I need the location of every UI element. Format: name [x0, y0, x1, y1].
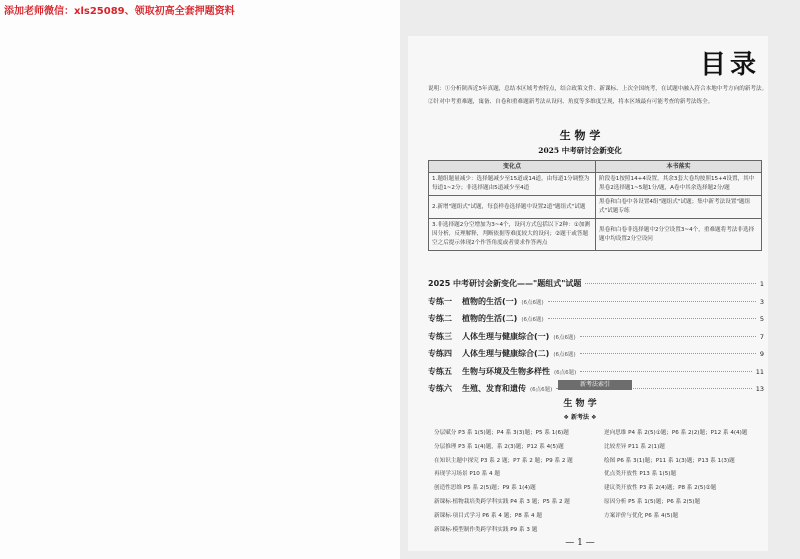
- watermark-text: 添加老师微信：xls25089、领取初高全套押题资料: [4, 6, 235, 17]
- toc-entry-title: 人体生理与健康综合(一): [462, 331, 550, 341]
- index-item: 绘图 P6 系 3(1)题；P11 系 1(3)题；P13 系 1(3)题: [604, 457, 735, 464]
- change-table: [428, 160, 762, 251]
- table-cell: 1.题组题量减少：选择题减少至15道或14道，由每道1分调整为每道1~2分；非选择题由5道减少至4道: [429, 173, 596, 196]
- table-cell: 3.非选择题2分空增加为3~4个，设问方式包括以下2种：①加测因分析，反理解释，判断依据等难度较大的设问；②题干或答题空之后提示体现2个作答角度或者要求作答两点: [429, 219, 596, 251]
- index-item: 分层推理 P3 系 1(4)题，系 2(3)题；P12 系 4(5)题: [434, 443, 564, 450]
- toc-entry-title: 植物的生活(一): [462, 296, 518, 306]
- index-item: 逆向思维 P4 系 2(5)①题；P6 系 2(2)题；P12 系 4(4)题: [604, 430, 748, 436]
- new-method-heading: ❖ 新考法 ❖: [563, 414, 597, 421]
- table-row: [429, 219, 762, 251]
- intro-notes: [418, 84, 768, 110]
- toc-leader-dots: [580, 371, 751, 372]
- index-item: 分层赋分 P3 系 1(5)题；P4 系 3(3)题；P5 系 1(6)题: [434, 430, 569, 436]
- toc-entry-number: 专练一: [428, 296, 452, 306]
- toc-entry-title: 2025 中考研讨会新变化——"题组式"试题: [428, 279, 582, 288]
- toc-entry-title: 人体生理与健康综合(二): [462, 349, 550, 358]
- index-item: 在知识主题中探究 P3 系 2 题；P7 系 2 题；P9 系 2 题: [434, 457, 573, 464]
- table-cell: 阶段卷1按照14+4设置，其余3套大卷均按照15+4设置，其中黑卷2选择题1~5题1分/题，A卷中其余选择题2分/题: [596, 173, 762, 196]
- toc-page-number: 3: [759, 297, 764, 306]
- toc-page-number: 13: [755, 385, 764, 393]
- index-item: 优点类开放性 P13 系 1(5)题: [604, 471, 677, 478]
- table-row: [429, 196, 762, 219]
- subtitle-heading: 2025 中考研讨会新变化: [538, 146, 622, 155]
- intro-note-1: 说明：①分析陕西近5年真题，总结本区域考查特点，结合政策文件、新课标、上次全国统考，在试题中融入符合本地中考方向的新考法。: [428, 86, 768, 92]
- index-item: 创造性思维 P5 系 2(5)题；P9 系 1(4)题: [434, 485, 536, 492]
- index-item: 新课标·项目式学习 P6 系 4 题；P8 系 4 题: [434, 512, 542, 519]
- index-item: 方案评价与优化 P6 系 4(5)题: [604, 512, 679, 519]
- toc-leader-dots: [580, 336, 756, 337]
- toc-entry-count: (6点6题): [553, 352, 576, 358]
- toc-page-number: 7: [759, 332, 764, 341]
- table-header-change: 变化点: [429, 161, 596, 173]
- toc-entry[interactable]: [428, 278, 764, 296]
- toc-entry-number: 专练二: [428, 314, 452, 323]
- page-number: — 1 —: [565, 538, 595, 548]
- page-title: 目录: [699, 50, 760, 80]
- index-item: 建议类开放性 P3 系 2(4)题；P8 系 2(5)②题: [604, 485, 717, 492]
- intro-note-2: ②针对中考重难题，寓备、自卷和重难题新考法从设问、角度等多维度呈现，将本区域最有可能考查的新考法练全。: [428, 99, 714, 105]
- toc-entry-number: 专练三: [428, 331, 452, 341]
- toc-entry-count: (6点6题): [554, 369, 577, 376]
- index-column-right: [604, 427, 769, 524]
- toc-entry-number: 专练四: [428, 349, 452, 358]
- toc-entry-number: 专练六: [428, 384, 452, 393]
- table-cell: 黑卷和白卷中各设置4组"题组式"试题；集中新考法设置"题组式"试题专练: [596, 196, 762, 219]
- toc-page-number: 11: [755, 367, 764, 376]
- table-cell: 2.新增"题组式"试题，每套样卷选择题中设置2道"题组式"试题: [429, 196, 596, 219]
- index-item: 再现学习场景 P10 系 4 题: [434, 471, 500, 478]
- table-header-row: [429, 161, 762, 173]
- toc-entry-title: 生物与环境及生物多样性: [462, 366, 550, 376]
- toc-entry-count: (6点6题): [530, 387, 553, 393]
- toc-entry[interactable]: [428, 348, 764, 366]
- index-item: 原因分析 P5 系 1(5)题；P6 系 2(5)题: [604, 498, 701, 505]
- toc-entry[interactable]: [428, 313, 764, 331]
- index-item: 新课标·植物栽培类跨学科实践 P4 系 3 题；P5 系 2 题: [434, 498, 570, 505]
- new-method-index-banner: 新考法索引: [558, 380, 632, 390]
- subject-heading: 生 物 学: [559, 129, 601, 142]
- index-item: 新课标·模型制作类跨学科实践 P9 系 3 题: [434, 526, 538, 533]
- toc-entry-count: (6点6题): [553, 334, 576, 341]
- toc-entry-count: (6点6题): [521, 317, 544, 323]
- table-cell: 黑卷和白卷非选择题中2分空设置3~4个，重难题将考法非选择题中均设置2分空设问: [596, 219, 762, 251]
- toc-leader-dots: [585, 283, 755, 284]
- toc-page-number: 5: [759, 315, 764, 323]
- toc-leader-dots: [548, 318, 756, 319]
- toc-entry-title: 植物的生活(二): [462, 314, 518, 323]
- toc-page-number: 9: [759, 350, 764, 358]
- index-item: 比较差异 P11 系 2(1)题: [604, 443, 665, 450]
- toc-entry-count: (6点6题): [521, 299, 544, 306]
- toc-entry-title: 生殖、发育和遗传: [462, 384, 526, 393]
- index-column-left: [434, 427, 599, 537]
- toc-leader-dots: [548, 301, 756, 302]
- table-header-implementation: 本书落实: [596, 161, 762, 173]
- toc-entry-number: 专练五: [428, 366, 452, 376]
- toc-page-number: 1: [759, 280, 764, 288]
- table-row: [429, 173, 762, 196]
- index-subject-heading: 生 物 学: [563, 399, 597, 409]
- toc-leader-dots: [580, 353, 756, 354]
- toc-entry[interactable]: [428, 296, 764, 314]
- toc-entry[interactable]: [428, 331, 764, 349]
